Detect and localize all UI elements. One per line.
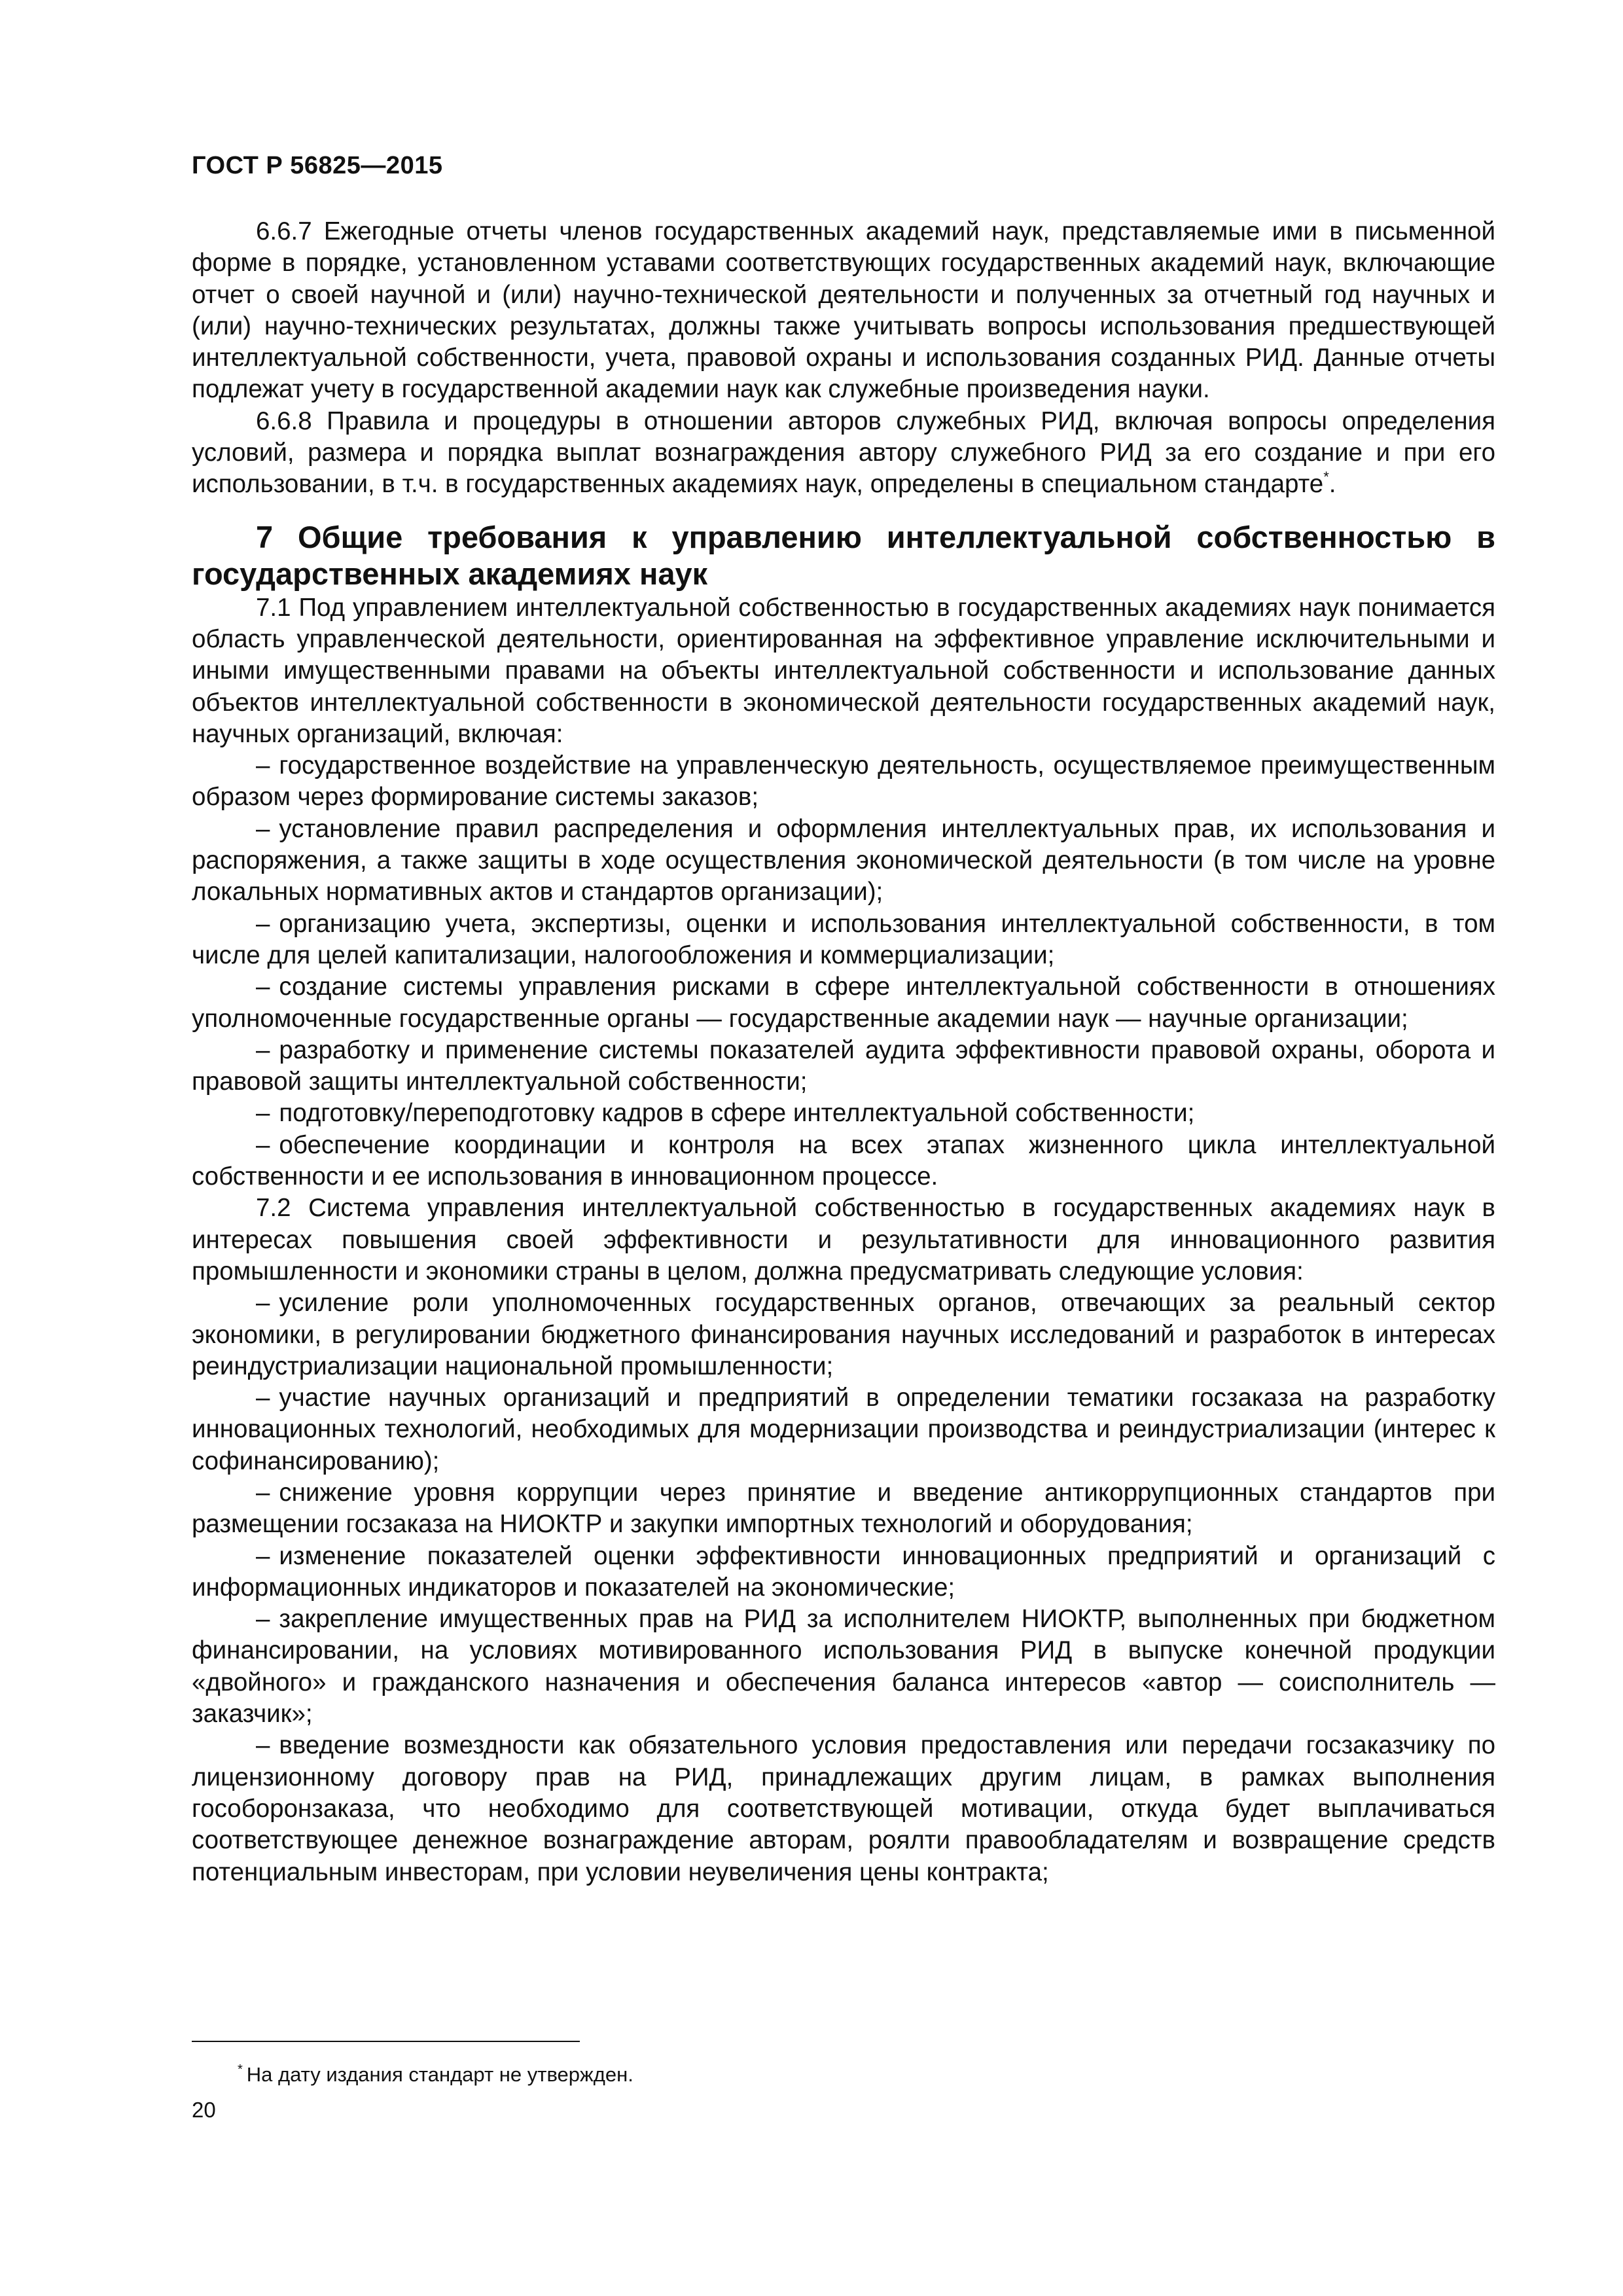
list-item-text: подготовку/переподготовку кадров в сфере интеллектуальной собственности; — [279, 1099, 1195, 1128]
paragraph-7-1: 7.1 Под управлением интеллектуальной собственностью в государственных академиях наук понимается область управленческой деятельности, ориентированная на эффективное управление исключительными и иными имущественными правами на объекты интеллектуальной собственности и использование данных объектов интеллектуальной собственности в экономической деятельности государственных академий наук, научных организаций, включая: — [192, 593, 1495, 748]
footnote — [238, 2062, 633, 2088]
list-dash: – — [256, 1478, 270, 1507]
list-item-7-2-c — [192, 1477, 1495, 1541]
list-item-text: снижение уровня коррупции через принятие и введение антикоррупционных стандартов при размещении госзаказа на НИОКТР и закупки импортных технологий и оборудования; — [192, 1478, 1495, 1539]
list-item-text: закрепление имущественных прав на РИД за исполнителем НИОКТР, выполненных при бюджетном финансировании, на условиях мотивированного использования РИД в выпуске конечной продукции «двойного» и гражданского назначения и обеспечения баланса интересов «автор — соисполнитель — заказчик»; — [192, 1605, 1495, 1729]
list-dash: – — [256, 909, 270, 938]
list-item-7-1-d — [192, 971, 1495, 1035]
list-item-text: изменение показателей оценки эффективности инновационных предприятий и организаций с информационных индикаторов и показателей на экономические; — [192, 1541, 1495, 1602]
list-dash: – — [256, 1099, 270, 1128]
list-item-7-2-e — [192, 1604, 1495, 1730]
list-dash: – — [256, 814, 270, 843]
list-dash: – — [256, 1731, 270, 1760]
list-item-text: государственное воздействие на управленческую деятельность, осуществляемое преимущественным образом через формирование системы заказов; — [192, 751, 1495, 812]
footnote-text: На дату издания стандарт не утвержден. — [246, 2063, 633, 2086]
list-item-7-1-g — [192, 1130, 1495, 1193]
document-header: ГОСТ Р 56825—2015 — [192, 152, 443, 179]
list-item-text: усиление роли уполномоченных государственных органов, отвечающих за реальный сектор экономики, в регулировании бюджетного финансирования научных исследований и разработок в интересах реиндустриализации национальной промышленности; — [192, 1289, 1495, 1380]
list-dash: – — [256, 1035, 270, 1064]
list-dash: – — [256, 751, 270, 780]
page-number: 20 — [192, 2098, 216, 2122]
list-item-7-2-a — [192, 1287, 1495, 1382]
list-item-7-1-a — [192, 750, 1495, 814]
paragraph-6-6-8-period: . — [1329, 470, 1336, 499]
paragraph-6-6-8-text: 6.6.8 Правила и процедуры в отношении авторов служебных РИД, включая вопросы определения условий, размера и порядка выплат вознаграждения автору служебного РИД за его создание и при его использовании, в т.ч. в государственных академиях наук, определены в специальном стандарте — [192, 406, 1495, 499]
list-dash: – — [256, 1289, 270, 1318]
list-item-7-1-f — [192, 1098, 1495, 1129]
list-item-text: введение возмездности как обязательного условия предоставления или передачи госзаказчику по лицензионному договору прав на РИД, принадлежащих другим лицам, в рамках выполнения гособоронзаказа, что необходимо для соответствующей мотивации, откуда будет выплачиваться соответствующее денежное вознаграждение авторам, роялти правообладателям и возвращение средств потенциальным инвесторам, при условии неувеличения цены контракта; — [192, 1731, 1495, 1886]
section-7-heading: 7 Общие требования к управлению интеллектуальной собственностью в государственных академиях наук — [192, 519, 1495, 591]
list-dash: – — [256, 1541, 270, 1570]
footnote-marker: * — [238, 2062, 243, 2077]
list-item-7-1-c — [192, 908, 1495, 972]
paragraph-6-6-8 — [192, 406, 1495, 501]
list-dash: – — [256, 973, 270, 1001]
list-item-7-2-d — [192, 1541, 1495, 1604]
list-item-text: организацию учета, экспертизы, оценки и использования интеллектуальной собственности, в том числе для целей капитализации, налогообложения и коммерциализации; — [192, 909, 1495, 969]
list-item-text: создание системы управления рисками в сфере интеллектуальной собственности в отношениях уполномоченные государственные органы — государственные академии наук — научные организации; — [192, 973, 1495, 1033]
list-dash: – — [256, 1605, 270, 1634]
list-item-text: участие научных организаций и предприятий в определении тематики госзаказа на разработку инновационных технологий, необходимых для модернизации производства и реиндустриализации (интерес к софинансированию); — [192, 1384, 1495, 1475]
footnote-divider — [192, 2041, 580, 2042]
list-dash: – — [256, 1384, 270, 1412]
list-item-text: разработку и применение системы показателей аудита эффективности правовой охраны, оборота и правовой защиты интеллектуальной собственности; — [192, 1035, 1495, 1096]
list-item-7-2-f — [192, 1730, 1495, 1888]
list-item-7-1-b — [192, 814, 1495, 908]
footnote-reference: * — [1323, 469, 1329, 486]
list-item-7-1-e — [192, 1035, 1495, 1098]
list-item-7-2-b — [192, 1382, 1495, 1477]
paragraph-7-2: 7.2 Система управления интеллектуальной собственностью в государственных академиях наук в интересах повышения своей эффективности и результативности для инновационного развития промышленности и экономики страны в целом, должна предусматривать следующие условия: — [192, 1194, 1495, 1285]
list-item-text: обеспечение координации и контроля на всех этапах жизненного цикла интеллектуальной собственности и ее использования в инновационном процессе. — [192, 1130, 1495, 1191]
paragraph-6-6-7: 6.6.7 Ежегодные отчеты членов государственных академий наук, представляемые ими в письменной форме в порядке, установленном уставами соответствующих государственных академий наук, включающие отчет о своей научной и (или) научно-технической деятельности и полученных за отчетный год научных и (или) научно-технических результатах, должны также учитывать вопросы использования предшествующей интеллектуальной собственности, учета, правовой охраны и использования созданных РИД. Данные отчеты подлежат учету в государственной академии наук как служебные произведения науки. — [192, 217, 1495, 404]
list-dash: – — [256, 1130, 270, 1159]
list-item-text: установление правил распределения и оформления интеллектуальных прав, их использования и распоряжения, а также защиты в ходе осуществления экономической деятельности (в том числе на уровне локальных нормативных актов и стандартов организации); — [192, 814, 1495, 906]
document-body — [192, 216, 1495, 1888]
